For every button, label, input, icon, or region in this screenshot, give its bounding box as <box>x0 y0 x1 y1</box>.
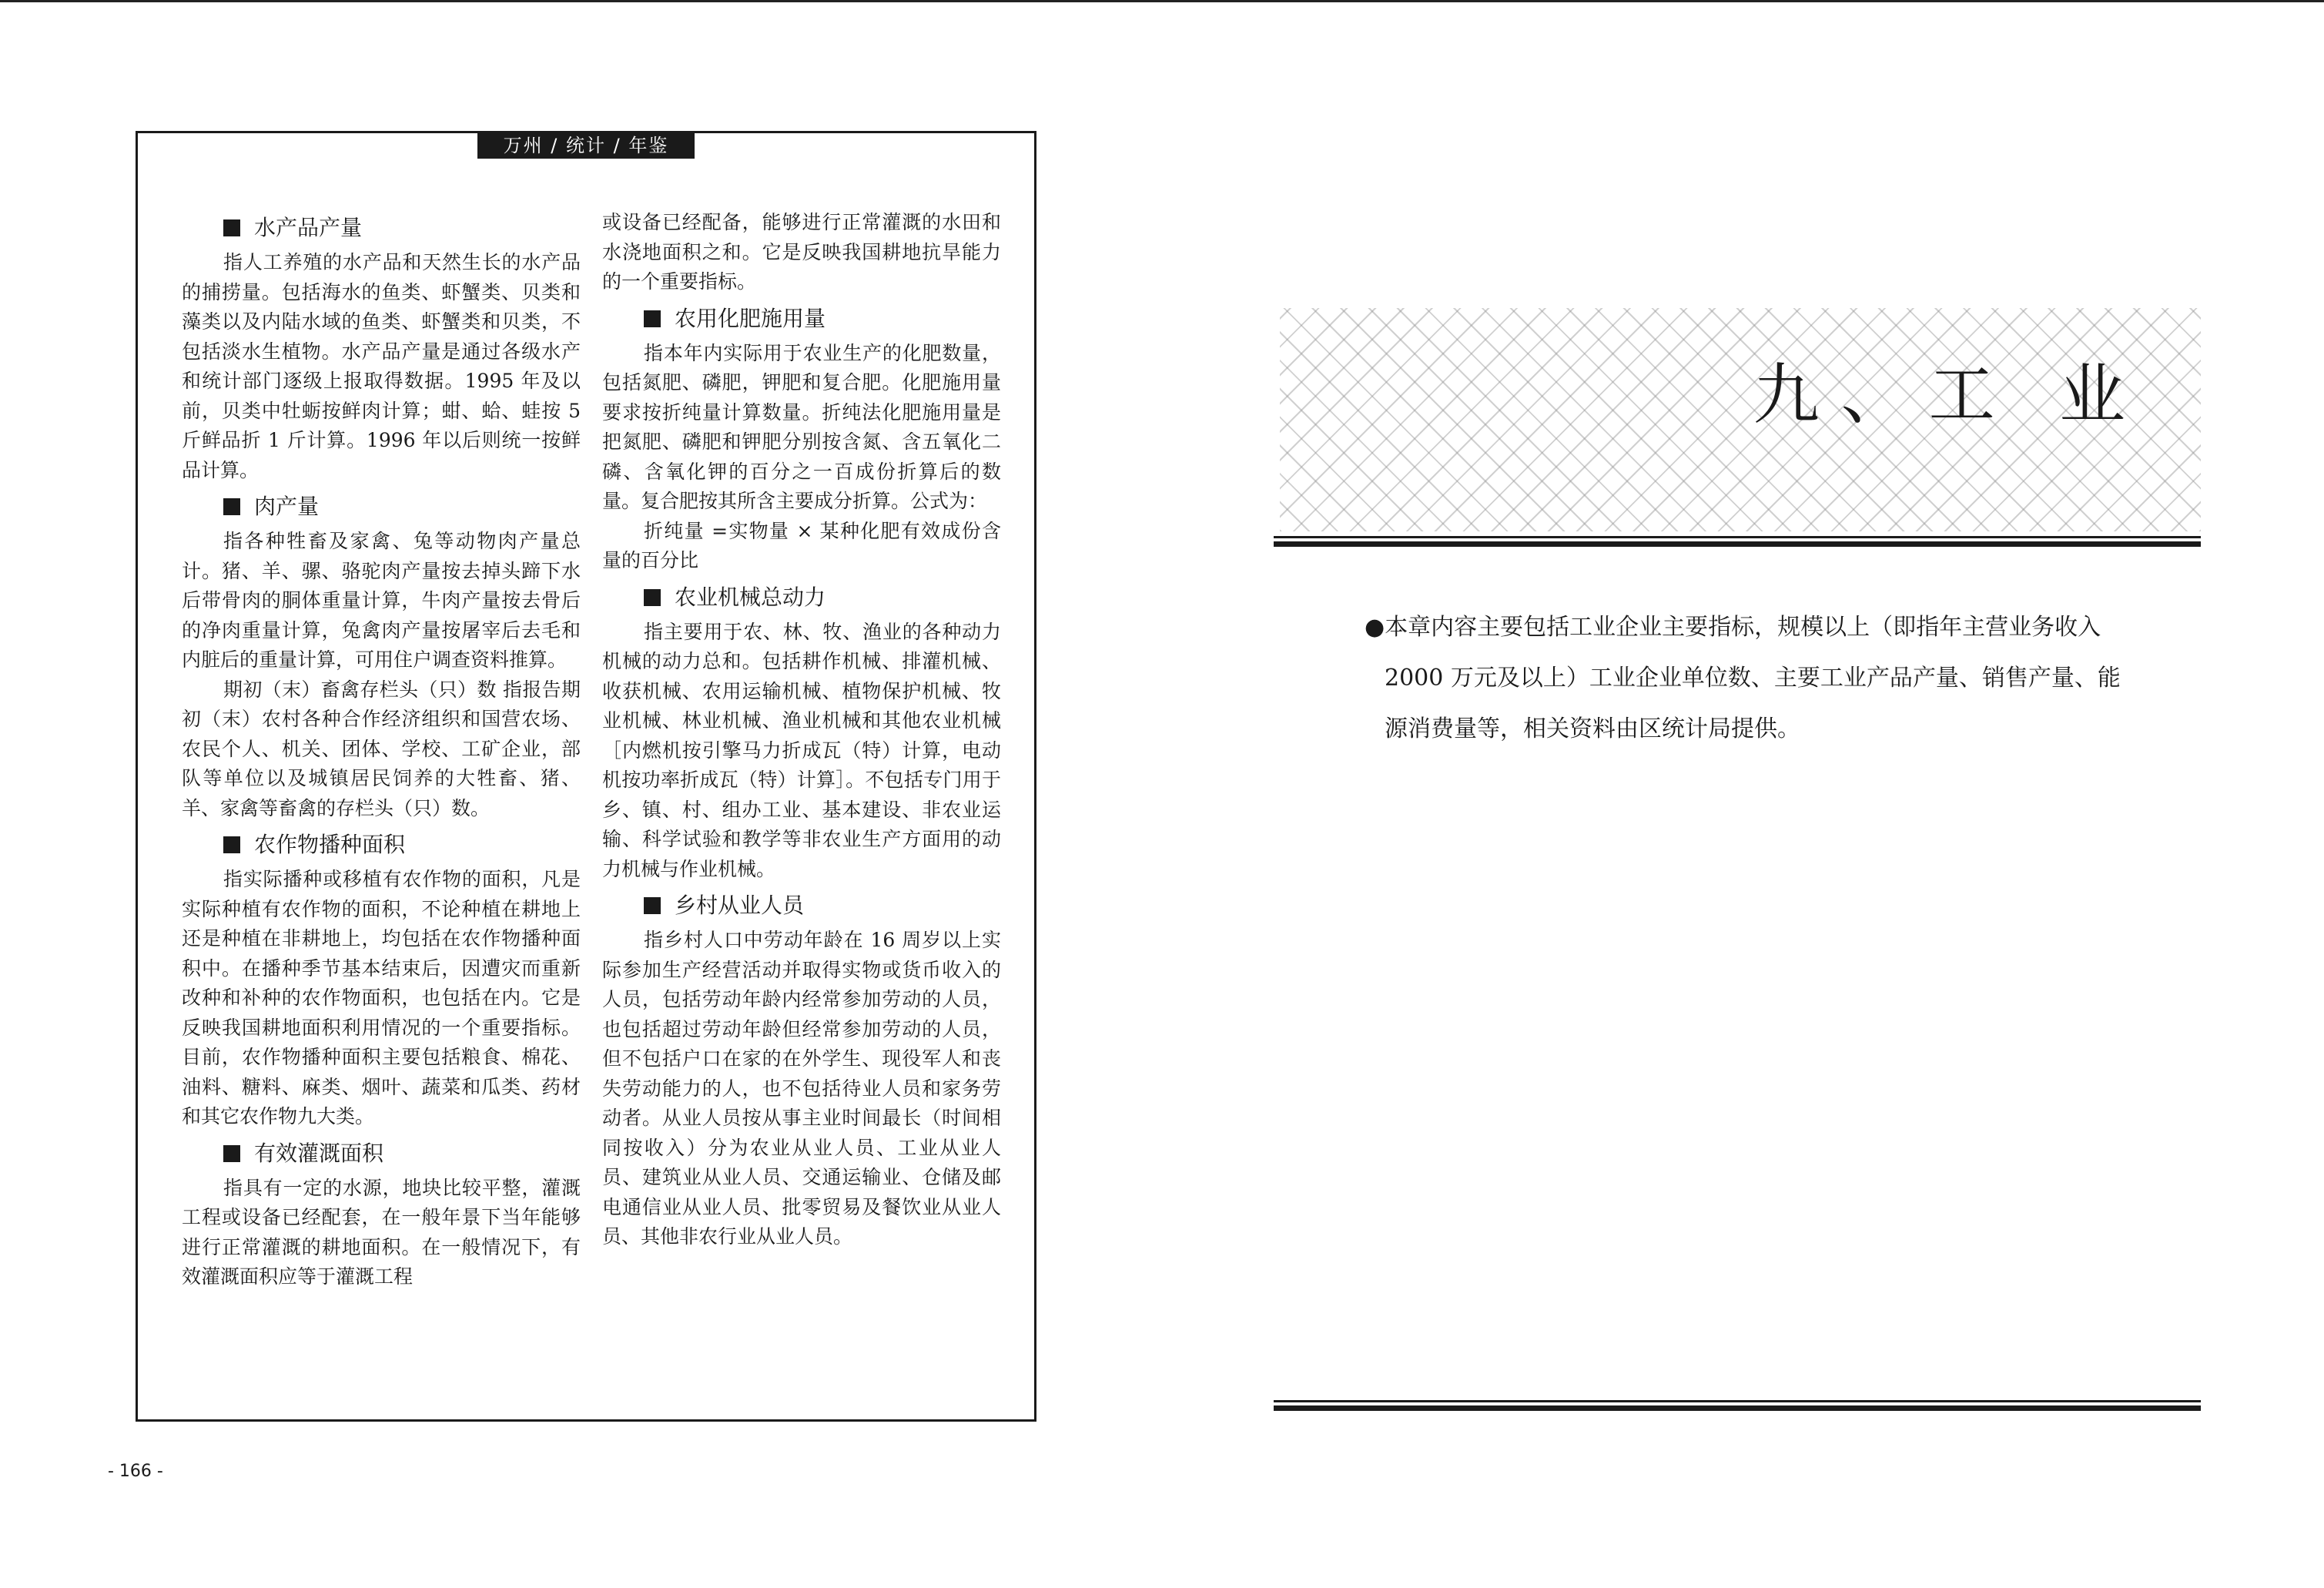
square-bullet-icon <box>223 498 240 515</box>
square-bullet-icon <box>223 836 240 853</box>
running-header-tab: 万州 / 统计 / 年鉴 <box>477 132 695 159</box>
square-bullet-icon <box>644 897 661 914</box>
section-title: 农作物播种面积 <box>223 828 581 862</box>
bullet-dot-icon: ● <box>1365 614 1385 641</box>
page-top-rule <box>0 0 2324 2</box>
page-number: - 166 - <box>108 1462 163 1481</box>
section-title: 农业机械总动力 <box>644 581 1001 615</box>
formula: 折纯量 =实物量 × 某种化肥有效成份含量的百分比 <box>602 519 1001 571</box>
bottom-divider-rule <box>1274 1400 2201 1411</box>
section-title: 农用化肥施用量 <box>644 302 1001 336</box>
left-text-column <box>182 206 581 1292</box>
square-bullet-icon <box>223 219 240 236</box>
section-title: 有效灌溉面积 <box>223 1137 581 1171</box>
right-text-column <box>602 208 1001 1252</box>
square-bullet-icon <box>223 1145 240 1162</box>
paragraph: 指实际播种或移植有农作物的面积，凡是实际种植有农作物的面积，不论种植在耕地上还是种植在非耕地上，均包括在农作物播种面积中。在播种季节基本结束后，因遭灾而重新改种和补种的农作物面积，也包括在内。它是反映我国耕地面积利用情况的一个重要指标。目前，农作物播种面积主要包括粮食、棉花、油料、糖料、麻类、烟叶、蔬菜和瓜类、药材和其它农作物九大类。 <box>182 868 581 1127</box>
section-title: 肉产量 <box>223 490 581 524</box>
paragraph: 指各种牲畜及家禽、兔等动物肉产量总计。猪、羊、骡、骆驼肉产量按去掉头蹄下水后带骨肉的胴体重量计算，牛肉产量按去骨后的净肉重量计算，兔禽肉产量按屠宰后去毛和内脏后的重量计算，可用住户调查资料推算。 <box>182 530 581 671</box>
paragraph: 指具有一定的水源，地块比较平整，灌溉工程或设备已经配套，在一般年景下当年能够进行正常灌溉的耕地面积。在一般情况下，有效灌溉面积应等于灌溉工程 <box>182 1176 581 1288</box>
chapter-title: 九、工 业 <box>1753 357 2147 434</box>
paragraph: 期初（末）畜禽存栏头（只）数 指报告期初（末）农村各种合作经济组织和国营农场、农民个人、机关、团体、学校、工矿企业，部队等单位以及城镇居民饲养的大牲畜、猪、羊、家禽等畜禽的存栏头（只）数。 <box>182 678 581 819</box>
chapter-intro <box>1365 602 2142 755</box>
paragraph: 指主要用于农、林、牧、渔业的各种动力机械的动力总和。包括耕作机械、排灌机械、收获机械、农用运输机械、植物保护机械、牧业机械、林业机械、渔业机械和其他农业机械［内燃机按引擎马力折成瓦（特）计算，电动机按功率折成瓦（特）计算］。不包括专门用于乡、镇、村、组办工业、基本建设、非农业运输、科学试验和教学等非农业生产方面用的动力机械与作业机械。 <box>602 620 1001 880</box>
section-title: 水产品产量 <box>223 211 581 245</box>
chapter-divider-rule <box>1274 536 2201 547</box>
square-bullet-icon <box>644 589 661 606</box>
paragraph: 指人工养殖的水产品和天然生长的水产品的捕捞量。包括海水的鱼类、虾蟹类、贝类和藻类以及内陆水域的鱼类、虾蟹类和贝类，不包括淡水生植物。水产品产量是通过各级水产和统计部门逐级上报取得数据。1995 年及以前，贝类中牡蛎按鲜肉计算；蚶、蛤、蛙按 5 斤鲜品折 1 斤计算。1996 年以后则统一按鲜品计算。 <box>182 251 581 481</box>
paragraph-continued: 或设备已经配备，能够进行正常灌溉的水田和水浇地面积之和。它是反映我国耕地抗旱能力的一个重要指标。 <box>602 211 1001 293</box>
intro-paragraph: ●本章内容主要包括工业企业主要指标，规模以上（即指年主营业务收入2000 万元及以上）工业企业单位数、主要工业产品产量、销售产量、能源消费量等，相关资料由区统计局提供。 <box>1365 614 2121 742</box>
square-bullet-icon <box>644 310 661 327</box>
section-title: 乡村从业人员 <box>644 889 1001 923</box>
paragraph: 指乡村人口中劳动年龄在 16 周岁以上实际参加生产经营活动并取得实物或货币收入的人员，包括劳动年龄内经常参加劳动的人员，也包括超过劳动年龄但经常参加劳动的人员，但不包括户口在家的在外学生、现役军人和丧失劳动能力的人，也不包括待业人员和家务劳动者。从业人员按从事主业时间最长（时间相同按收入）分为农业从业人员、工业从业人员、建筑业从业人员、交通运输业、仓储及邮电通信业从业人员、批零贸易及餐饮业从业人员、其他非农行业从业人员。 <box>602 929 1001 1248</box>
paragraph: 指本年内实际用于农业生产的化肥数量，包括氮肥、磷肥，钾肥和复合肥。化肥施用量要求按折纯量计算数量。折纯法化肥施用量是把氮肥、磷肥和钾肥分别按含氮、含五氧化二磷、含氧化钾的百分之一百成份折算后的数量。复合肥按其所含主要成分折算。公式为： <box>602 341 1001 512</box>
